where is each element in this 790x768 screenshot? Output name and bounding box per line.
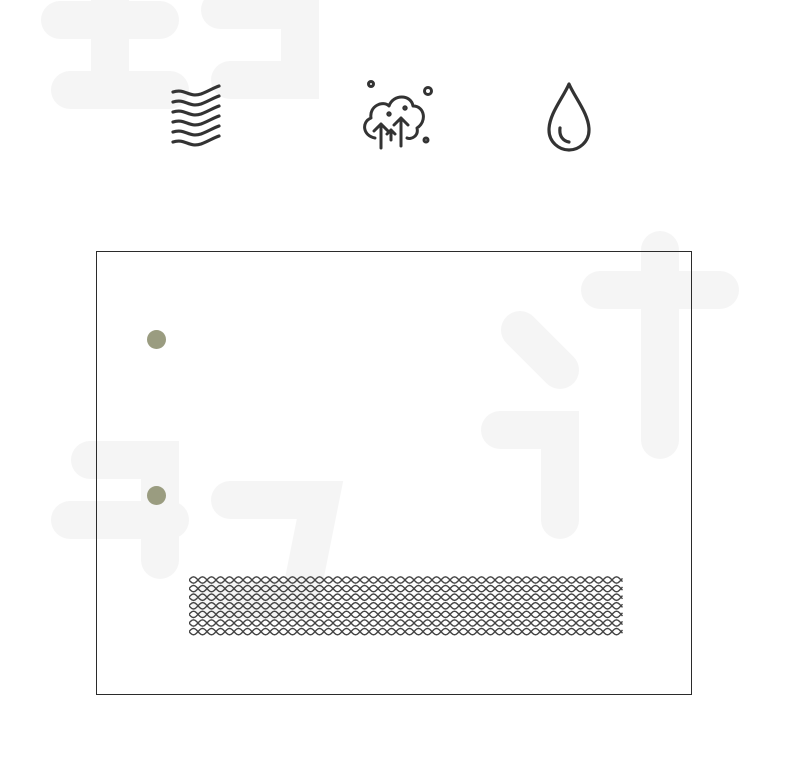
bullet-dot	[147, 330, 166, 349]
breathable-icon	[353, 78, 433, 158]
fabric-detail-panel	[96, 251, 692, 695]
water-drop-icon	[529, 78, 609, 158]
waves-icon	[155, 78, 235, 158]
twisted-fiber-pattern	[189, 416, 629, 446]
bullet-dot	[147, 486, 166, 505]
feature-row	[0, 78, 790, 208]
feature-wicking	[499, 78, 639, 170]
feature-soft	[125, 78, 265, 170]
feature-breathable	[323, 78, 463, 170]
dense-weave-pattern	[189, 574, 629, 638]
